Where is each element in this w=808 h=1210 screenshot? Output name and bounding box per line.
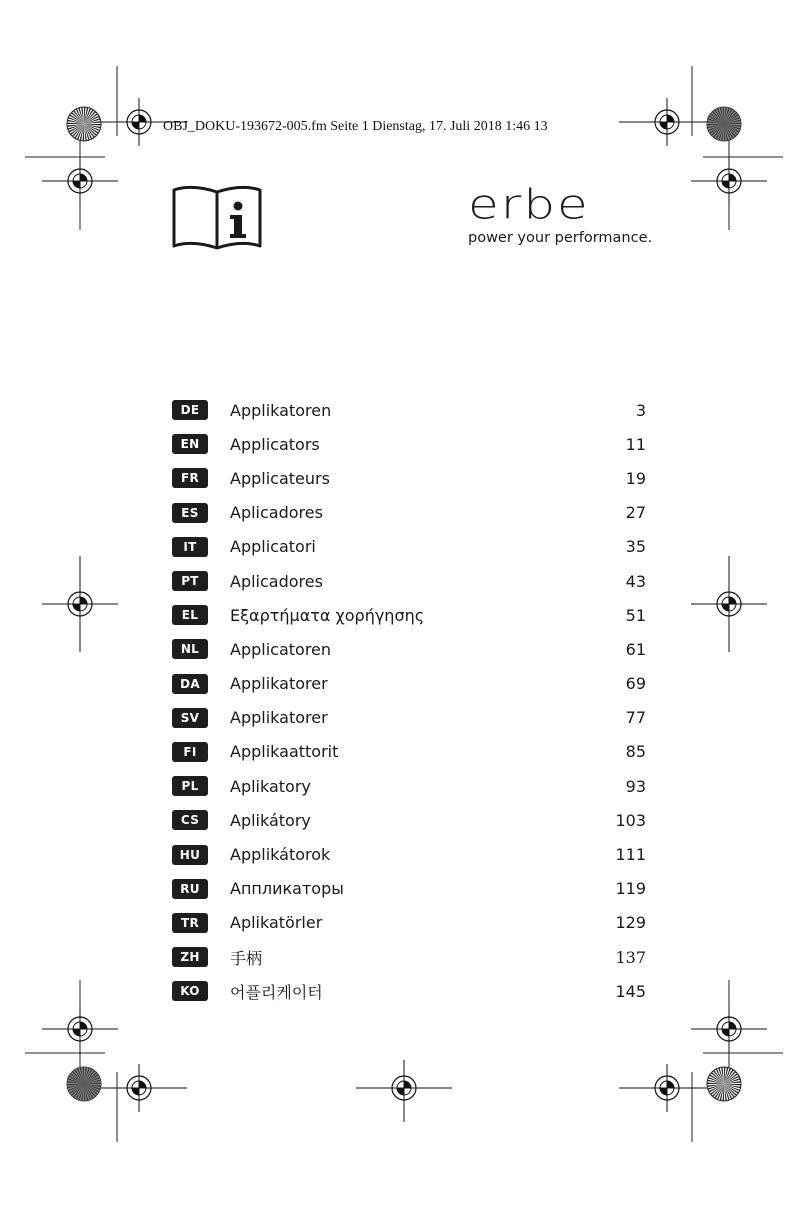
- language-code-badge: DA: [172, 674, 208, 694]
- language-code-badge: FI: [172, 742, 208, 762]
- toc-row[interactable]: [172, 496, 648, 530]
- language-code-badge: PT: [172, 571, 208, 591]
- toc-row[interactable]: [172, 564, 648, 598]
- toc-row[interactable]: [172, 769, 648, 803]
- toc-title: Applikatoren: [230, 400, 332, 420]
- toc-row[interactable]: [172, 530, 648, 564]
- toc-title: Aplikátory: [230, 810, 311, 830]
- toc-page-number: 19: [625, 468, 646, 488]
- file-info-header: OBJ_DOKU-193672-005.fm Seite 1 Dienstag, 17. Juli 2018 1:46 13: [163, 119, 548, 134]
- toc-page-number: 145: [615, 981, 646, 1001]
- toc-page-number: 137: [615, 947, 646, 967]
- toc-title: Εξαρτήματα χορήγησης: [230, 605, 425, 625]
- toc-row[interactable]: [172, 461, 648, 495]
- language-code-badge: NL: [172, 639, 208, 659]
- table-of-contents: [172, 393, 648, 1008]
- manual-info-icon: [172, 184, 262, 252]
- toc-page-number: 77: [625, 708, 646, 728]
- language-code-badge: TR: [172, 913, 208, 933]
- language-code-badge: HU: [172, 845, 208, 865]
- toc-page-number: 129: [615, 913, 646, 933]
- toc-title: Aplicadores: [230, 571, 323, 591]
- language-code-badge: IT: [172, 537, 208, 557]
- toc-title: Applikatorer: [230, 708, 328, 728]
- toc-row[interactable]: [172, 906, 648, 940]
- language-code-badge: DE: [172, 400, 208, 420]
- toc-row[interactable]: [172, 667, 648, 701]
- toc-page-number: 85: [625, 742, 646, 762]
- toc-title: Aplikatörler: [230, 913, 323, 933]
- toc-row[interactable]: [172, 940, 648, 974]
- toc-row[interactable]: [172, 837, 648, 871]
- toc-title: Applikatorer: [230, 674, 328, 694]
- toc-row[interactable]: [172, 803, 648, 837]
- toc-page-number: 51: [625, 605, 646, 625]
- toc-title: Applikaattorit: [230, 742, 339, 762]
- language-code-badge: PL: [172, 776, 208, 796]
- toc-page-number: 61: [625, 639, 646, 659]
- toc-row[interactable]: [172, 393, 648, 427]
- toc-title: Applicatoren: [230, 639, 332, 659]
- language-code-badge: KO: [172, 981, 208, 1001]
- toc-title: Aplicadores: [230, 503, 323, 523]
- toc-page-number: 69: [625, 674, 646, 694]
- language-code-badge: RU: [172, 879, 208, 899]
- brand-tagline: power your performance.: [468, 230, 653, 246]
- toc-title: Applicatori: [230, 537, 316, 557]
- brand-logo: erbe: [468, 180, 590, 229]
- toc-title: 手柄: [230, 948, 263, 968]
- toc-row[interactable]: [172, 701, 648, 735]
- toc-row[interactable]: [172, 427, 648, 461]
- toc-page-number: 93: [625, 776, 646, 796]
- language-code-badge: SV: [172, 708, 208, 728]
- toc-page-number: 27: [625, 503, 646, 523]
- toc-page-number: 3: [635, 400, 646, 420]
- language-code-badge: ZH: [172, 947, 208, 967]
- toc-row[interactable]: [172, 872, 648, 906]
- toc-row[interactable]: [172, 598, 648, 632]
- toc-title: Aplikatory: [230, 776, 311, 796]
- language-code-badge: ES: [172, 503, 208, 523]
- toc-title: Applicators: [230, 434, 320, 454]
- toc-page-number: 103: [615, 810, 646, 830]
- toc-row[interactable]: [172, 735, 648, 769]
- toc-page-number: 111: [615, 845, 646, 865]
- toc-page-number: 43: [625, 571, 646, 591]
- brand-block: [468, 180, 653, 246]
- language-code-badge: CS: [172, 810, 208, 830]
- toc-page-number: 35: [625, 537, 646, 557]
- toc-row[interactable]: [172, 632, 648, 666]
- toc-row[interactable]: [172, 974, 648, 1008]
- toc-title: Applicateurs: [230, 468, 330, 488]
- language-code-badge: EN: [172, 434, 208, 454]
- language-code-badge: EL: [172, 605, 208, 625]
- toc-title: Аппликаторы: [230, 879, 344, 899]
- language-code-badge: FR: [172, 468, 208, 488]
- toc-page-number: 119: [615, 879, 646, 899]
- toc-page-number: 11: [625, 434, 646, 454]
- toc-title: 어플리케이터: [230, 982, 323, 1002]
- toc-title: Applikátorok: [230, 845, 331, 865]
